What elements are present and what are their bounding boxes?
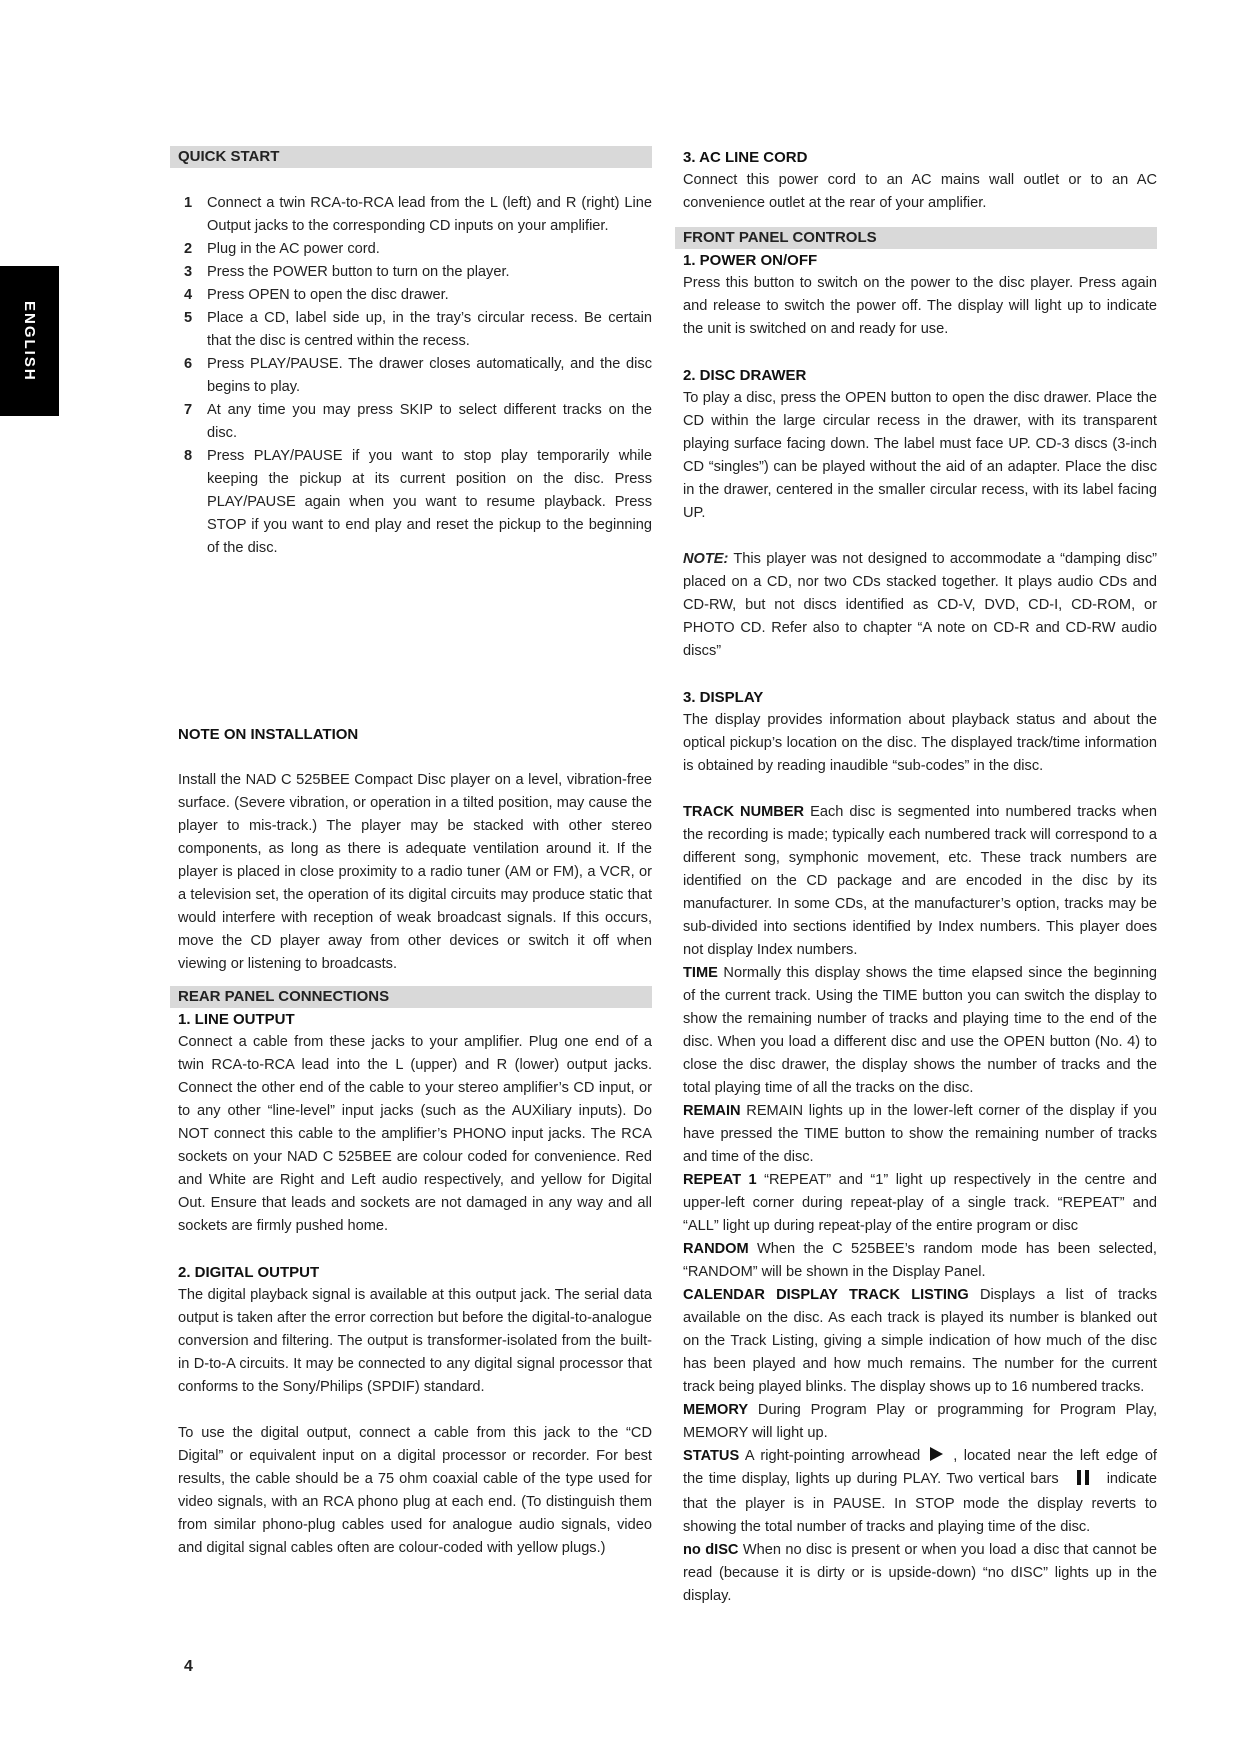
language-tab (0, 266, 59, 416)
list-item: 3 Press the POWER button to turn on the player. (184, 264, 510, 280)
installation-text: Install the NAD C 525BEE Compact Disc player on a level, vibration-free surface. (Severe vibration, or operation in a tilted position, may cause the player to mis-track.) The player may be stacked with other stereo components, as long as there is adequate ventilation around it. If the player is placed in close proximity to a radio tuner (AM or FM), a VCR, or a television set, the operation of its digital circuits may produce static that would interfere with reception of weak broadcast signals. If this occurs, move the CD player away from other devices or switch it off when viewing or listening to broadcasts. (178, 772, 652, 972)
list-item: 4 Press OPEN to open the disc drawer. (184, 287, 449, 303)
display-heading: 3. DISPLAY (683, 689, 764, 706)
list-item: 1 Connect a twin RCA-to-RCA lead from the L (left) and R (right) Line Output jacks to the corresponding CD inputs on your amplifier. (184, 195, 652, 234)
drawer-text: To play a disc, press the OPEN button to open the disc drawer. Place the CD within the large circular recess in the drawer, with its transparent playing surface facing down. The label must face UP. CD-3 discs (3-inch CD “singles”) can be played without the aid of an adapter. Place the disc in the drawer, centered in the smaller circular recess, with its label facing UP. (683, 390, 1157, 521)
power-heading: 1. POWER ON/OFF (683, 252, 818, 269)
language-label: ENGLISH (21, 300, 38, 382)
list-item: 2 Plug in the AC power cord. (184, 241, 380, 257)
list-item: 7 At any time you may press SKIP to select different tracks on the disc. (184, 402, 652, 441)
display-item-calendar: CALENDAR DISPLAY TRACK LISTING Displays a list of tracks available on the disc. As each track is played its number is blanked out on the Track Listing, giving a simple indication of how much of the disc has been played and how much remains. The number for the current track being played blinks. The display shows up to 16 numbered tracks. (683, 1287, 1157, 1395)
list-item: 8 Press PLAY/PAUSE if you want to stop play temporarily while keeping the pickup at its current position on the disc. Press PLAY/PAUSE again when you want to resume playback. Press STOP if you want to end play and reset the pickup to the beginning of the disc. (184, 448, 652, 556)
right-column (683, 146, 1157, 1608)
display-item-time: TIME Normally this display shows the time elapsed since the beginning of the current track. Using the TIME button you can switch the display to show the remaining number of tracks and playing time to the end of the disc. When you load a different disc and use the OPEN button (No. 4) to close the disc drawer, the display shows the number of tracks and the total playing time of all the tracks on the disc. (683, 965, 1157, 1096)
list-item: 6 Press PLAY/PAUSE. The drawer closes automatically, and the disc begins to play. (184, 356, 652, 395)
quick-start-steps (178, 192, 652, 560)
left-column (178, 146, 652, 560)
play-arrow-icon (930, 1447, 943, 1461)
rear-panel-title: REAR PANEL CONNECTIONS (170, 986, 652, 1008)
display-item-random: RANDOM When the C 525BEE’s random mode has been selected, “RANDOM” will be shown in the Display Panel. (683, 1241, 1157, 1280)
display-item-status: STATUS A right-pointing arrowhead , located near the left edge of the time display, lights up during PLAY. Two vertical bars indicate that the player is in PAUSE. In STOP mode the display reverts to showing the total number of tracks and playing time of the disc. (683, 1448, 1157, 1535)
digital-output-text: The digital playback signal is available at this output jack. The serial data output is taken after the error correction but before the digital-to-analogue conversion and filtering. The output is transformer-isolated from the built-in D-to-A circuits. It may be connected to any digital signal processor that conforms to the Sony/Philips (SPDIF) standard. (178, 1287, 652, 1395)
drawer-note: NOTE: This player was not designed to accommodate a “damping disc” placed on a CD, nor two CDs stacked together. It plays audio CDs and CD-RW, but not discs identified as CD-V, DVD, CD-I, CD-ROM, or PHOTO CD. Refer also to chapter “A note on CD-R and CD-RW audio discs” (683, 551, 1157, 659)
digital-output-heading: 2. DIGITAL OUTPUT (178, 1264, 320, 1281)
installation-title: NOTE ON INSTALLATION (178, 726, 359, 743)
display-item-track-number: TRACK NUMBER Each disc is segmented into numbered tracks when the recording is made; typically each numbered track will correspond to a different song, symphonic movement, etc. These track numbers are identified on the CD package and are encoded in the disc by its manufacturer. In some CDs, at the manufacturer’s option, tracks may be sub-divided into sections identified by Index numbers. This player does not display Index numbers. (683, 804, 1157, 958)
ac-line-cord-heading: 3. AC LINE CORD (683, 149, 808, 166)
line-output-heading: 1. LINE OUTPUT (178, 1011, 295, 1028)
note-label: NOTE: (683, 551, 729, 567)
ac-line-cord-text: Connect this power cord to an AC mains wall outlet or to an AC convenience outlet at the rear of your amplifier. (683, 172, 1157, 211)
drawer-heading: 2. DISC DRAWER (683, 367, 807, 384)
page-number: 4 (184, 1658, 193, 1675)
pause-bars-icon (1077, 1470, 1093, 1493)
display-item-memory: MEMORY During Program Play or programming for Program Play, MEMORY will light up. (683, 1402, 1157, 1441)
display-intro: The display provides information about playback status and about the optical pickup’s location on the disc. The displayed track/time information is obtained by reading inaudible “sub-codes” in the disc. (683, 712, 1157, 774)
display-item-remain: REMAIN REMAIN lights up in the lower-left corner of the display if you have pressed the TIME button to show the remaining number of tracks and time of the disc. (683, 1103, 1157, 1165)
digital-output-text-2: To use the digital output, connect a cable from this jack to the “CD Digital” or equivalent input on a digital processor or recorder. For best results, the cable should be a 75 ohm coaxial cable of the type used for video signals, with an RCA phono plug at each end. (To distinguish them from similar phono-plug cables used for analogue audio signals, video and digital signal cables often are colour-coded with yellow plugs.) (178, 1425, 652, 1556)
quick-start-title: QUICK START (170, 146, 652, 168)
list-item: 5 Place a CD, label side up, in the tray’s circular recess. Be certain that the disc is centred within the recess. (184, 310, 652, 349)
power-text: Press this button to switch on the power to the disc player. Press again and release to switch the power off. The display will light up to indicate the unit is switched on and ready for use. (683, 275, 1157, 337)
display-item-repeat: REPEAT 1 “REPEAT” and “1” light up respectively in the centre and upper-left corner during repeat-play of a single track. “REPEAT” and “ALL” light up during repeat-play of the entire program or disc (683, 1172, 1157, 1234)
line-output-text: Connect a cable from these jacks to your amplifier. Plug one end of a twin RCA-to-RCA lead into the L (upper) and R (lower) output jacks. Connect the other end of the cable to your stereo amplifier’s CD input, or to any other “line-level” input jacks (such as the AUXiliary inputs). Do NOT connect this cable to the amplifier’s PHONO input jacks. The RCA sockets on your NAD C 525BEE are colour coded for convenience. Red and White are Right and Left audio respectively, and yellow for Digital Out. Ensure that leads and sockets are not damaged in any way and all sockets are firmly pushed home. (178, 1034, 652, 1234)
display-item-no-disc: no dISC When no disc is present or when you load a disc that cannot be read (because it is dirty or is upside-down) “no dISC” lights up in the display. (683, 1542, 1157, 1604)
front-panel-title: FRONT PANEL CONTROLS (675, 227, 1157, 249)
installation-section (178, 723, 652, 1560)
